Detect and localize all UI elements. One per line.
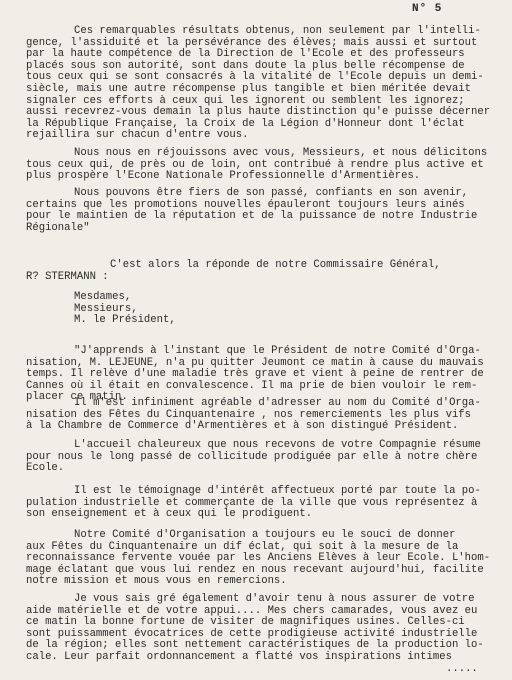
text-line: Il est le témoignage d'intérêt affectueux porté par toute la po- bbox=[74, 485, 481, 497]
paragraph bbox=[0, 594, 512, 675]
text-line: ..... bbox=[446, 662, 478, 675]
text-line: reconnaissance fervente vouée par les Anciens Elèves à leur Ecole. L'hom- bbox=[26, 552, 491, 565]
paragraph bbox=[0, 260, 512, 272]
paragraph bbox=[0, 486, 512, 521]
text-line: plus prospère l'Econe Nationale Professionnelle d'Armentières. bbox=[26, 170, 421, 183]
text-line: notre mission et mous vous en remercions. bbox=[26, 575, 287, 588]
text-line: nisation, M. LEJEUNE, n'a pu quitter Jeumont ce matin à cause du mauvais bbox=[26, 356, 484, 369]
page-number: N° 5 bbox=[412, 3, 443, 15]
text-line: cale. Leur parfait ordonnancement a flatté vos inspirations intimes bbox=[26, 650, 452, 663]
text-line: R? STERMANN : bbox=[26, 271, 109, 283]
text-line: certains que les promotions nouvelles épauleront toujours leurs ainés bbox=[26, 198, 465, 211]
text-line: Mesdames, bbox=[74, 291, 132, 303]
text-line: Nous pouvons être fiers de son passé, confiants en son avenir, bbox=[74, 187, 469, 199]
paragraph bbox=[0, 26, 512, 142]
text-line: aide matérielle et de votre appui.... Mes chers camarades, vous avez eu bbox=[26, 604, 478, 617]
paragraph bbox=[0, 530, 512, 588]
text-line: Ces remarquables résultats obtenus, non seulement par l'intelli- bbox=[74, 25, 481, 37]
text-line: tous ceux qui, de près ou de loin, ont contribué à rendre plus active et bbox=[26, 158, 484, 171]
text-line: Je vous sais gré également d'avoir tenu à nous assurer de votre bbox=[74, 593, 475, 605]
text-line: Cannes où il était en convalescence. Il ma prie de bien vouloir le rem- bbox=[26, 379, 478, 392]
text-line: C'est alors la réponde de notre Commissaire Général, bbox=[110, 259, 441, 271]
paragraph bbox=[0, 272, 512, 284]
text-line: de la région; elles sont nettement caractéristiques de la production lo- bbox=[26, 639, 484, 652]
text-line: aussi recevrez-vous demain la plus haute distinction qu'e puisse décerner bbox=[26, 106, 491, 119]
text-line: à la Chambre de Commerce d'Armentières et à son distingué Président. bbox=[26, 420, 459, 433]
paragraph bbox=[0, 440, 512, 475]
paragraph bbox=[0, 148, 512, 183]
text-line: son enseignement et à ceux qui le prodiguent. bbox=[26, 508, 313, 521]
paragraph bbox=[0, 346, 512, 404]
text-line: par la haute compétence de la Direction de l'Ecole et des professeurs bbox=[26, 48, 465, 61]
paragraph bbox=[0, 188, 512, 234]
text-line: siècle, mais une autre récompense plus tangible et bien méritée devait bbox=[26, 82, 472, 95]
text-line: rejaillira sur chacun d'entre vous. bbox=[26, 129, 249, 142]
paragraph bbox=[0, 398, 512, 433]
text-line: pour nous le long passé de collicitude prodiguée par elle à notre chère bbox=[26, 450, 478, 463]
text-line: ce matin la bonne fortune de visiter de magnifiques usines. Celles-ci bbox=[26, 616, 465, 629]
paragraph bbox=[0, 292, 512, 327]
text-line: mage éclatant que vous lui rendez en nous recevant aujourd'hui, facilite bbox=[26, 563, 484, 576]
text-line: Messieurs, bbox=[74, 302, 138, 315]
text-line: la République Française, la Croix de la Légion d'Honneur dont l'éclat bbox=[26, 117, 465, 130]
text-line: Régionale" bbox=[26, 221, 90, 234]
text-line: placer ce matin. bbox=[26, 391, 128, 404]
text-line: aux Fêtes du Cinquantenaire un dif éclat, qui soit à la mesure de la bbox=[26, 540, 459, 553]
text-line: Ecole. bbox=[26, 462, 65, 475]
text-line: temps. Il relève d'une maladie très grave et vient à peine de rentrer de bbox=[26, 368, 484, 381]
text-line: "J'apprends à l'instant que le Président de notre Comité d'Orga- bbox=[74, 345, 481, 357]
text-line: placés sous son autorité, sont dans doute la plus belle récompense de bbox=[26, 59, 465, 72]
text-line: L'accueil chaleureux que nous recevons de votre Compagnie résume bbox=[74, 439, 481, 451]
text-line: tous ceux qui se sont consacrés à la vitalité de l'Ecole depuis un demi- bbox=[26, 71, 484, 84]
text-line: sont puissamment évocatrices de cette prodigieuse activité industrielle bbox=[26, 627, 478, 640]
text-line: pour le maintien de la réputation et de la puissance de notre Industrie bbox=[26, 210, 478, 223]
text-line: Notre Comité d'Organisation a toujours eu le souci de donner bbox=[74, 529, 456, 541]
text-line: pulation industrielle et commerçante de la ville que vous représentez à bbox=[26, 496, 478, 509]
text-line: nisation des Fêtes du Cinquantenaire , nos remerciements les plus vifs bbox=[26, 408, 472, 421]
text-line: M. le Président, bbox=[74, 314, 176, 327]
text-line: Il m'est infiniment agréable d'adresser au nom du Comité d'Orga- bbox=[74, 397, 481, 409]
text-line: Nous nous en réjouissons avec vous, Messieurs, et nous délicitons bbox=[74, 147, 488, 159]
text-line: gence, l'assiduité et la persévérance des élèves; mais aussi et surtout bbox=[26, 36, 478, 49]
text-line: signaler ces efforts à ceux qui les ignorent ou semblent les ignorez; bbox=[26, 94, 465, 107]
